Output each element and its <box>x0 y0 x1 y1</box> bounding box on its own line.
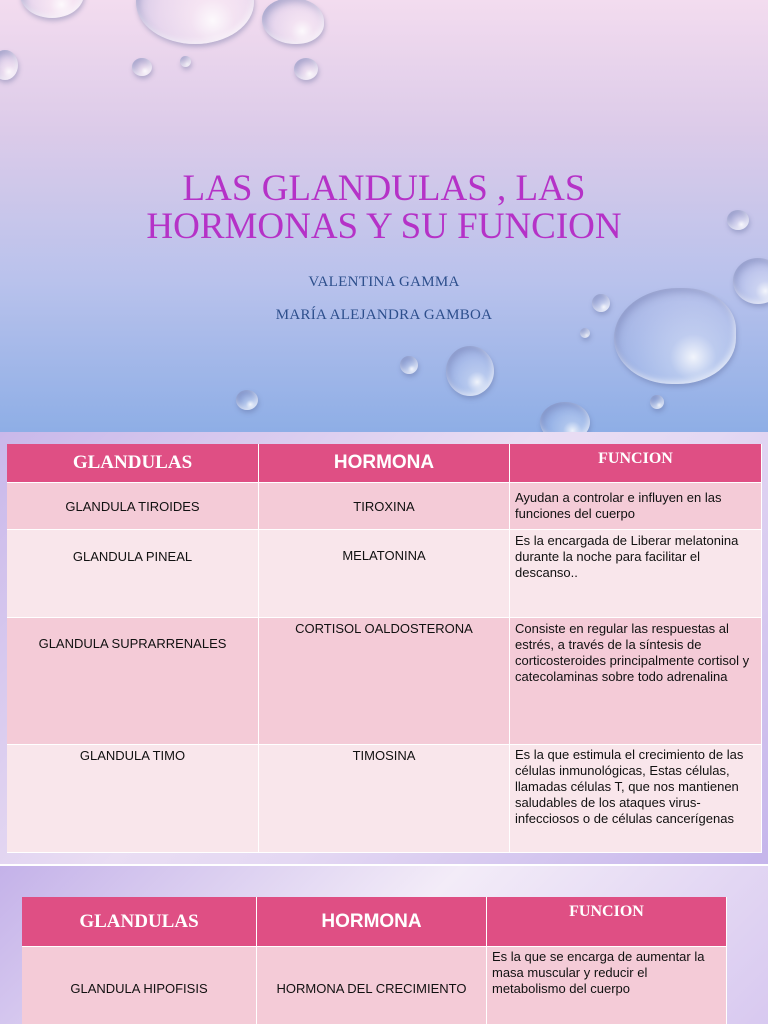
table-slide-1 <box>0 432 768 864</box>
column-header-funcion: FUNCION <box>510 444 762 483</box>
cell-glandula: GLANDULA TIROIDES <box>7 483 259 530</box>
author-name: MARÍA ALEJANDRA GAMBOA <box>275 307 493 323</box>
cell-funcion: Es la que se encarga de aumentar la masa muscular y reducir el metabolismo del cuerpo <box>487 947 727 1024</box>
cell-funcion: Consiste en regular las respuestas al estrés, a través de la síntesis de corticosteroides principalmente cortisol y catecolaminas sobre todo adrenalina <box>510 618 762 745</box>
table-row <box>7 530 762 618</box>
column-header-hormona: HORMONA <box>259 444 510 483</box>
title-line-2: HORMONAS Y SU FUNCION <box>146 206 622 247</box>
water-drop-decoration <box>236 390 258 410</box>
table-row <box>7 745 762 853</box>
water-drop-decoration <box>180 56 191 67</box>
cell-funcion: Es la que estimula el crecimiento de las células inmunológicas, Estas células, llamadas células T, que nos mantienen saludables de los ataques virus-infecciosos o de células cancerígenas <box>510 745 762 853</box>
glands-table-2 <box>22 897 727 1024</box>
cell-hormona: MELATONINA <box>259 530 510 618</box>
water-drop-decoration <box>650 395 664 409</box>
author-name: VALENTINA GAMMA <box>308 274 460 290</box>
water-drop-decoration <box>136 0 254 44</box>
cell-hormona: TIROXINA <box>259 483 510 530</box>
water-drop-decoration <box>614 288 736 384</box>
table-row <box>7 618 762 745</box>
water-drop-decoration <box>20 0 84 18</box>
water-drop-decoration <box>294 58 318 80</box>
water-drop-decoration <box>0 50 18 80</box>
cell-hormona: TIMOSINA <box>259 745 510 853</box>
water-drop-decoration <box>446 346 494 396</box>
cell-glandula: GLANDULA HIPOFISIS <box>22 947 257 1024</box>
column-header-hormona: HORMONA <box>257 897 487 947</box>
table-slide-2 <box>0 866 768 1024</box>
table-row <box>22 947 727 1024</box>
title-line-1: LAS GLANDULAS , LAS <box>182 168 586 209</box>
table-header-row <box>22 897 727 947</box>
cell-funcion: Ayudan a controlar e influyen en las funciones del cuerpo <box>510 483 762 530</box>
table-header-row <box>7 444 762 483</box>
water-drop-decoration <box>400 356 418 374</box>
water-drop-decoration <box>132 58 152 76</box>
column-header-glandulas: GLANDULAS <box>7 444 259 483</box>
cell-funcion: Es la encargada de Liberar melatonina durante la noche para facilitar el descanso.. <box>510 530 762 618</box>
water-drop-decoration <box>262 0 324 44</box>
slide-title <box>0 170 768 246</box>
column-header-glandulas: GLANDULAS <box>22 897 257 947</box>
cell-hormona: HORMONA DEL CRECIMIENTO <box>257 947 487 1024</box>
cell-glandula: GLANDULA SUPRARRENALES <box>7 618 259 745</box>
water-drop-decoration <box>540 402 590 432</box>
glands-table <box>7 444 762 853</box>
water-drop-decoration <box>580 328 590 338</box>
title-slide <box>0 0 768 432</box>
cell-glandula: GLANDULA TIMO <box>7 745 259 853</box>
column-header-funcion: FUNCION <box>487 897 727 947</box>
table-row <box>7 483 762 530</box>
cell-glandula: GLANDULA PINEAL <box>7 530 259 618</box>
cell-hormona: CORTISOL OALDOSTERONA <box>259 618 510 745</box>
